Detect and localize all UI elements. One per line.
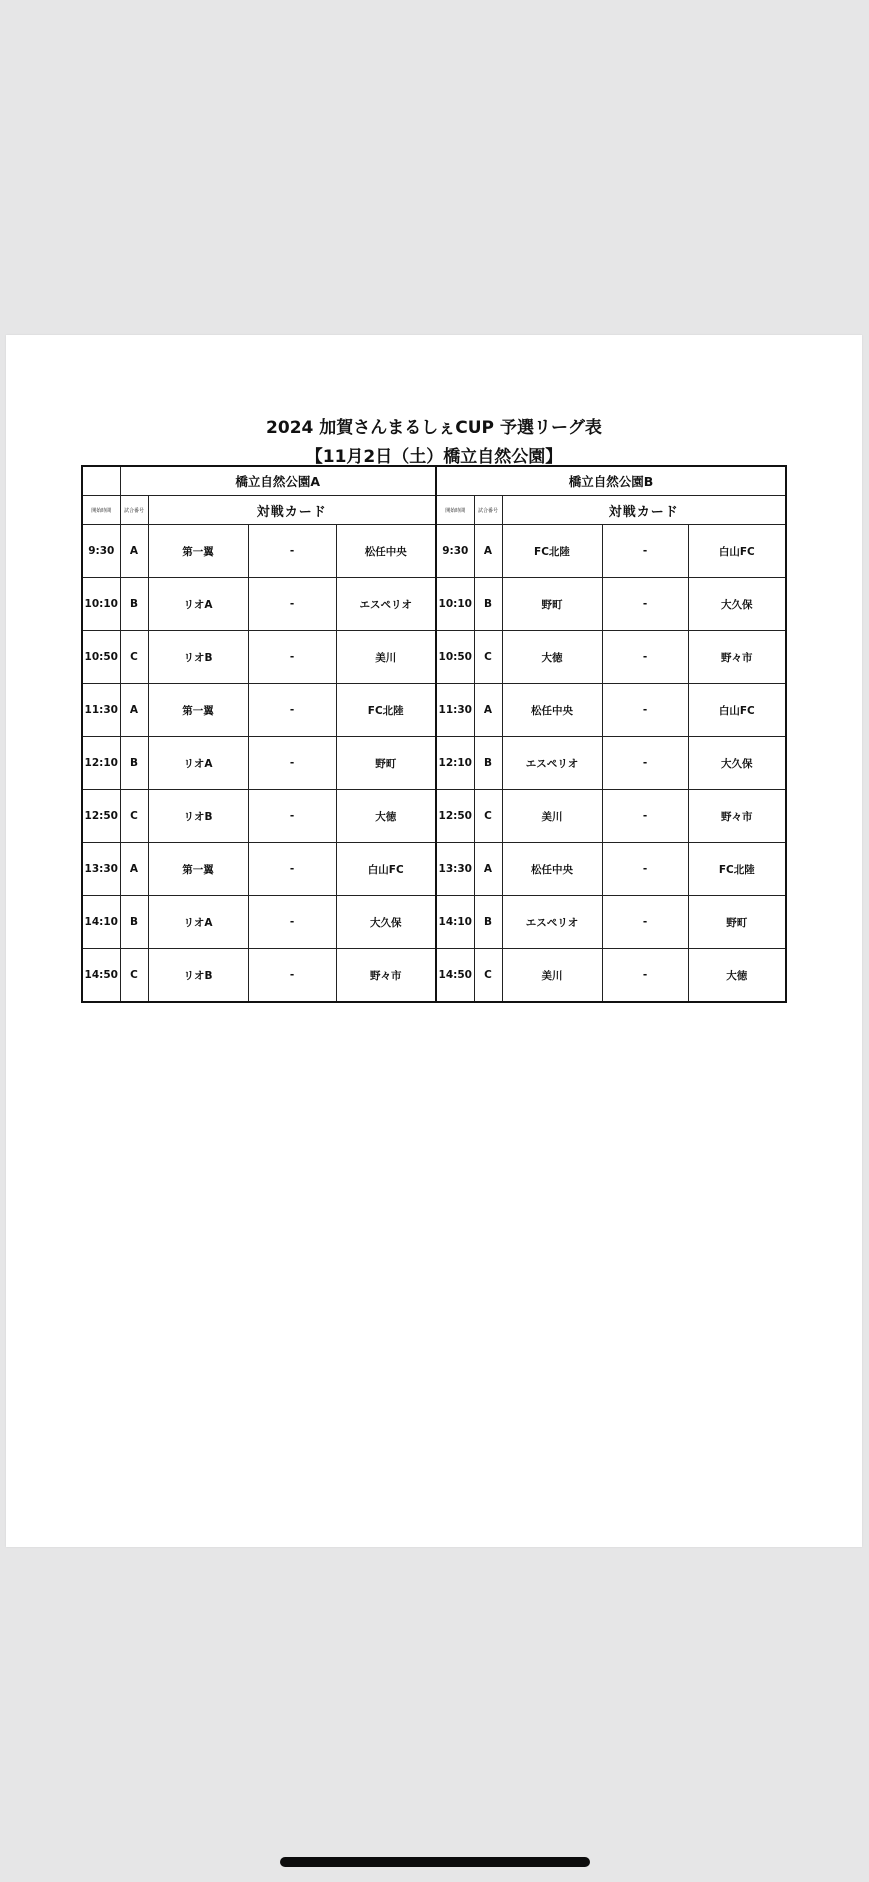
venue-b-label: 橋立自然公園B bbox=[436, 466, 786, 496]
venue-a-group: A bbox=[120, 684, 148, 737]
venue-b-start-time: 13:30 bbox=[436, 843, 474, 896]
venue-a-group: C bbox=[120, 949, 148, 1003]
venue-b-group: C bbox=[474, 631, 502, 684]
venue-a-vs-separator: - bbox=[248, 525, 336, 578]
venue-a-home-team: リオA bbox=[148, 737, 248, 790]
venue-b-home-team: 松任中央 bbox=[502, 843, 602, 896]
venue-b-vs-separator: - bbox=[602, 631, 688, 684]
venue-b-vs-separator: - bbox=[602, 896, 688, 949]
venue-a-vs-separator: - bbox=[248, 843, 336, 896]
venue-a-vs-separator: - bbox=[248, 631, 336, 684]
venue-b-vs-separator: - bbox=[602, 790, 688, 843]
venue-b-vs-separator: - bbox=[602, 525, 688, 578]
match-number-header: 試合番号 bbox=[120, 496, 148, 525]
venue-b-start-time: 10:10 bbox=[436, 578, 474, 631]
venue-a-vs-separator: - bbox=[248, 737, 336, 790]
venue-b-vs-separator: - bbox=[602, 843, 688, 896]
venue-b-group: A bbox=[474, 684, 502, 737]
match-row bbox=[82, 578, 786, 631]
venue-a-vs-separator: - bbox=[248, 896, 336, 949]
venue-a-away-team: 美川 bbox=[336, 631, 436, 684]
venue-b-away-team: 大徳 bbox=[688, 949, 786, 1003]
schedule-table bbox=[81, 465, 787, 1003]
venue-b-start-time: 11:30 bbox=[436, 684, 474, 737]
venue-b-vs-separator: - bbox=[602, 684, 688, 737]
match-row bbox=[82, 843, 786, 896]
document-title: 2024 加賀さんまるしぇCUP 予選リーグ表 bbox=[266, 418, 602, 438]
venue-b-start-time: 14:50 bbox=[436, 949, 474, 1003]
venue-a-away-team: 松任中央 bbox=[336, 525, 436, 578]
match-card-header: 対戦カード bbox=[148, 496, 436, 525]
venue-b-home-team: 美川 bbox=[502, 949, 602, 1003]
venue-a-start-time: 14:10 bbox=[82, 896, 120, 949]
venue-a-group: B bbox=[120, 896, 148, 949]
venue-b-start-time: 12:10 bbox=[436, 737, 474, 790]
venue-a-start-time: 12:50 bbox=[82, 790, 120, 843]
venue-b-home-team: 松任中央 bbox=[502, 684, 602, 737]
venue-b-group: C bbox=[474, 949, 502, 1003]
venue-a-start-time: 11:30 bbox=[82, 684, 120, 737]
venue-a-away-team: FC北陸 bbox=[336, 684, 436, 737]
venue-b-away-team: FC北陸 bbox=[688, 843, 786, 896]
venue-a-home-team: 第一翼 bbox=[148, 843, 248, 896]
start-time-header: 開始時間 bbox=[82, 496, 120, 525]
document-page bbox=[6, 335, 862, 1547]
match-row bbox=[82, 631, 786, 684]
venue-b-home-team: エスペリオ bbox=[502, 737, 602, 790]
venue-b-away-team: 白山FC bbox=[688, 684, 786, 737]
match-card-header: 対戦カード bbox=[502, 496, 786, 525]
venue-a-away-team: 大久保 bbox=[336, 896, 436, 949]
venue-a-vs-separator: - bbox=[248, 949, 336, 1003]
venue-a-start-time: 13:30 bbox=[82, 843, 120, 896]
venue-a-vs-separator: - bbox=[248, 790, 336, 843]
venue-a-label: 橋立自然公園A bbox=[120, 466, 436, 496]
venue-a-group: A bbox=[120, 843, 148, 896]
venue-a-home-team: リオB bbox=[148, 949, 248, 1003]
venue-b-group: C bbox=[474, 790, 502, 843]
venue-b-start-time: 14:10 bbox=[436, 896, 474, 949]
venue-b-start-time: 10:50 bbox=[436, 631, 474, 684]
venue-a-start-time: 9:30 bbox=[82, 525, 120, 578]
venue-b-home-team: FC北陸 bbox=[502, 525, 602, 578]
venue-a-group: A bbox=[120, 525, 148, 578]
venue-header-row bbox=[82, 466, 786, 496]
column-header-row bbox=[82, 496, 786, 525]
venue-b-away-team: 大久保 bbox=[688, 578, 786, 631]
venue-b-away-team: 野々市 bbox=[688, 631, 786, 684]
blank-cell bbox=[82, 466, 120, 496]
venue-a-start-time: 14:50 bbox=[82, 949, 120, 1003]
venue-a-home-team: 第一翼 bbox=[148, 684, 248, 737]
match-number-header: 試合番号 bbox=[474, 496, 502, 525]
venue-a-away-team: 野町 bbox=[336, 737, 436, 790]
venue-b-group: B bbox=[474, 578, 502, 631]
venue-a-away-team: 大徳 bbox=[336, 790, 436, 843]
venue-a-away-team: エスペリオ bbox=[336, 578, 436, 631]
match-row bbox=[82, 949, 786, 1003]
venue-a-away-team: 野々市 bbox=[336, 949, 436, 1003]
match-row bbox=[82, 737, 786, 790]
venue-b-group: B bbox=[474, 737, 502, 790]
match-row bbox=[82, 790, 786, 843]
venue-b-home-team: 大徳 bbox=[502, 631, 602, 684]
venue-b-vs-separator: - bbox=[602, 949, 688, 1003]
venue-b-start-time: 9:30 bbox=[436, 525, 474, 578]
venue-b-home-team: エスペリオ bbox=[502, 896, 602, 949]
venue-b-group: B bbox=[474, 896, 502, 949]
venue-a-group: B bbox=[120, 578, 148, 631]
venue-a-home-team: リオB bbox=[148, 631, 248, 684]
venue-a-home-team: リオA bbox=[148, 896, 248, 949]
document-subtitle: 【11月2日（土）橋立自然公園】 bbox=[305, 447, 563, 467]
venue-a-home-team: リオB bbox=[148, 790, 248, 843]
venue-b-away-team: 大久保 bbox=[688, 737, 786, 790]
venue-b-away-team: 白山FC bbox=[688, 525, 786, 578]
venue-b-away-team: 野町 bbox=[688, 896, 786, 949]
venue-a-vs-separator: - bbox=[248, 684, 336, 737]
venue-a-home-team: リオA bbox=[148, 578, 248, 631]
venue-b-group: A bbox=[474, 843, 502, 896]
venue-a-start-time: 10:50 bbox=[82, 631, 120, 684]
home-indicator[interactable] bbox=[280, 1857, 590, 1867]
venue-b-start-time: 12:50 bbox=[436, 790, 474, 843]
venue-b-group: A bbox=[474, 525, 502, 578]
venue-a-away-team: 白山FC bbox=[336, 843, 436, 896]
venue-b-vs-separator: - bbox=[602, 578, 688, 631]
match-row bbox=[82, 896, 786, 949]
venue-b-home-team: 野町 bbox=[502, 578, 602, 631]
venue-a-start-time: 10:10 bbox=[82, 578, 120, 631]
match-row bbox=[82, 525, 786, 578]
venue-a-group: C bbox=[120, 631, 148, 684]
venue-b-away-team: 野々市 bbox=[688, 790, 786, 843]
venue-a-vs-separator: - bbox=[248, 578, 336, 631]
venue-b-home-team: 美川 bbox=[502, 790, 602, 843]
venue-a-group: B bbox=[120, 737, 148, 790]
start-time-header: 開始時間 bbox=[436, 496, 474, 525]
venue-a-group: C bbox=[120, 790, 148, 843]
venue-a-start-time: 12:10 bbox=[82, 737, 120, 790]
venue-b-vs-separator: - bbox=[602, 737, 688, 790]
venue-a-home-team: 第一翼 bbox=[148, 525, 248, 578]
match-row bbox=[82, 684, 786, 737]
